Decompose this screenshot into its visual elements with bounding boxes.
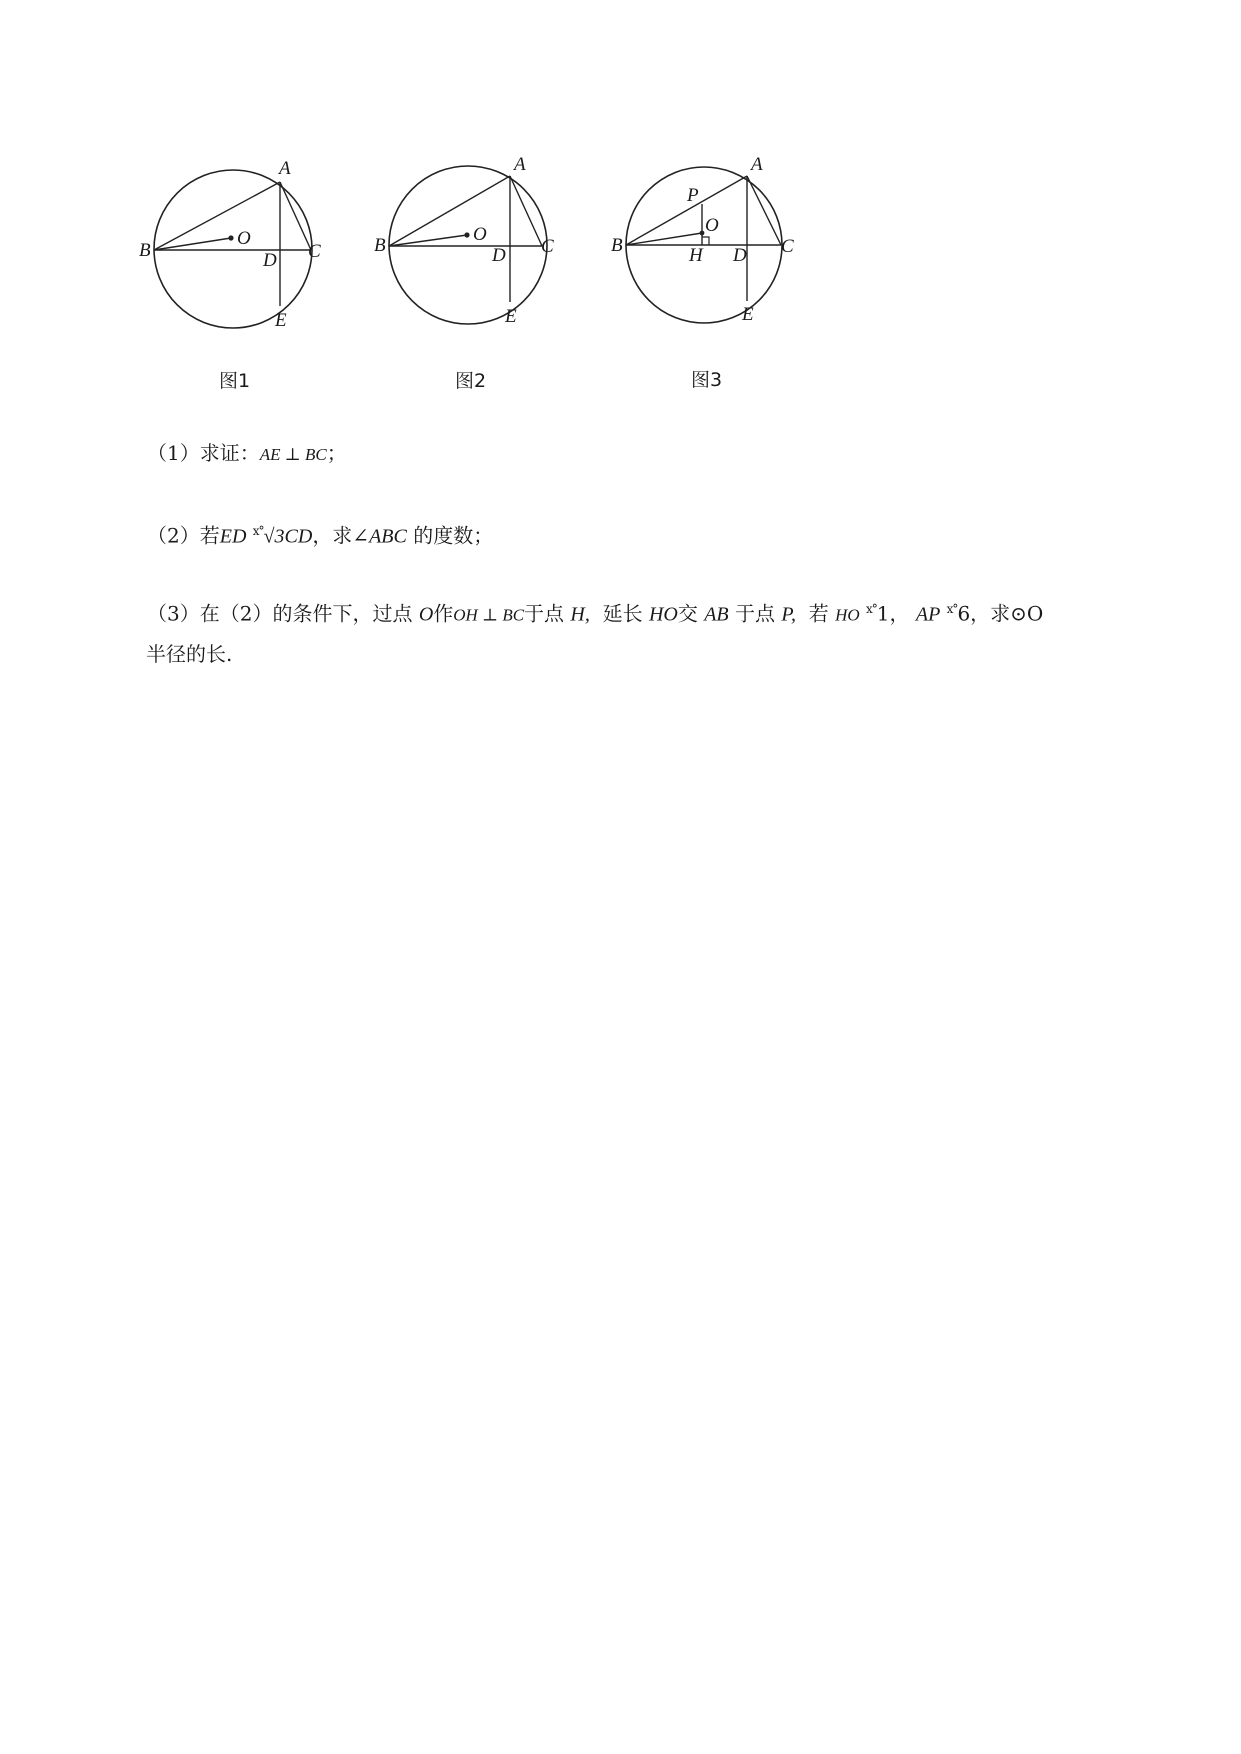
circle-o [389,166,547,324]
label-d: D [263,250,277,271]
question-text: 在（2）的条件下，过点 [199,601,413,626]
garbled-glyph: x° [252,524,264,538]
question-1 [147,436,347,472]
math-value: 1， [876,601,910,626]
label-o: O [473,224,487,245]
figure-caption: 图2 [455,370,487,392]
question-number: （2） [147,523,200,548]
figure-caption: 图3 [691,369,723,391]
label-o: O [237,228,251,249]
label-b: B [139,240,151,261]
label-e: E [505,306,517,327]
label-e: E [275,310,287,331]
garbled-glyph: x° [946,602,958,616]
point-o [700,231,705,236]
label-b: B [374,235,386,256]
question-text: 作 [433,601,454,626]
figure-1 [139,158,350,400]
math-expression: ABC [369,525,407,548]
question-text: 若 [199,523,220,548]
figure-caption: 图1 [219,370,251,392]
question-text: 于点 [734,601,775,626]
math-expression: HO [835,605,860,625]
math-value: 6，求⊙O [957,601,1044,626]
label-o: O [705,215,719,236]
segment-ac [510,176,542,246]
math-expression: ED [219,525,247,548]
figure-3 [611,154,820,400]
label-d: D [492,245,506,266]
label-a: A [279,158,291,179]
label-c: C [308,241,321,262]
question-text: 的度数； [413,523,494,548]
circle-o [154,170,312,328]
garbled-glyph: x° [865,602,877,616]
question-text: ，求∠ [312,523,370,548]
math-expression: HO [648,603,678,626]
question-number: （1） [147,441,200,465]
question-punct: ； [326,441,347,465]
question-line-2 [147,637,1043,671]
question-2 [147,514,493,554]
math-expression: AE ⊥ BC [259,445,327,464]
question-text: 求证： [199,441,260,465]
math-expression: √3CD [263,525,313,548]
segment-ac [747,176,781,245]
label-h: H [689,245,703,266]
label-a: A [751,154,763,175]
math-expression: AP [915,603,941,626]
label-e: E [742,304,754,325]
right-angle-mark [702,237,709,245]
question-3 [147,592,1043,671]
math-expression: O [418,603,434,626]
label-b: B [611,235,623,256]
question-number: （3） [147,601,200,626]
question-text: 交 [677,601,698,626]
segment-bo [389,235,467,246]
label-c: C [781,236,794,257]
math-expression: OH ⊥ BC [453,605,525,625]
question-line-1 [147,592,1043,633]
math-expression: H, [570,603,590,626]
point-o [228,235,233,240]
label-a: A [514,154,526,175]
point-o [464,232,469,237]
question-text: 延长 [602,601,643,626]
question-text: 若 [808,601,829,626]
segment-ac [280,182,311,250]
math-expression: AB [704,603,729,626]
label-p: P [687,185,699,206]
math-expression: P, [781,603,796,626]
segment-ba [389,176,510,246]
label-d: D [733,245,747,266]
figure-2 [374,154,585,400]
question-text: 于点 [524,601,565,626]
question-text: 半径的长. [146,641,233,666]
label-c: C [541,236,554,257]
